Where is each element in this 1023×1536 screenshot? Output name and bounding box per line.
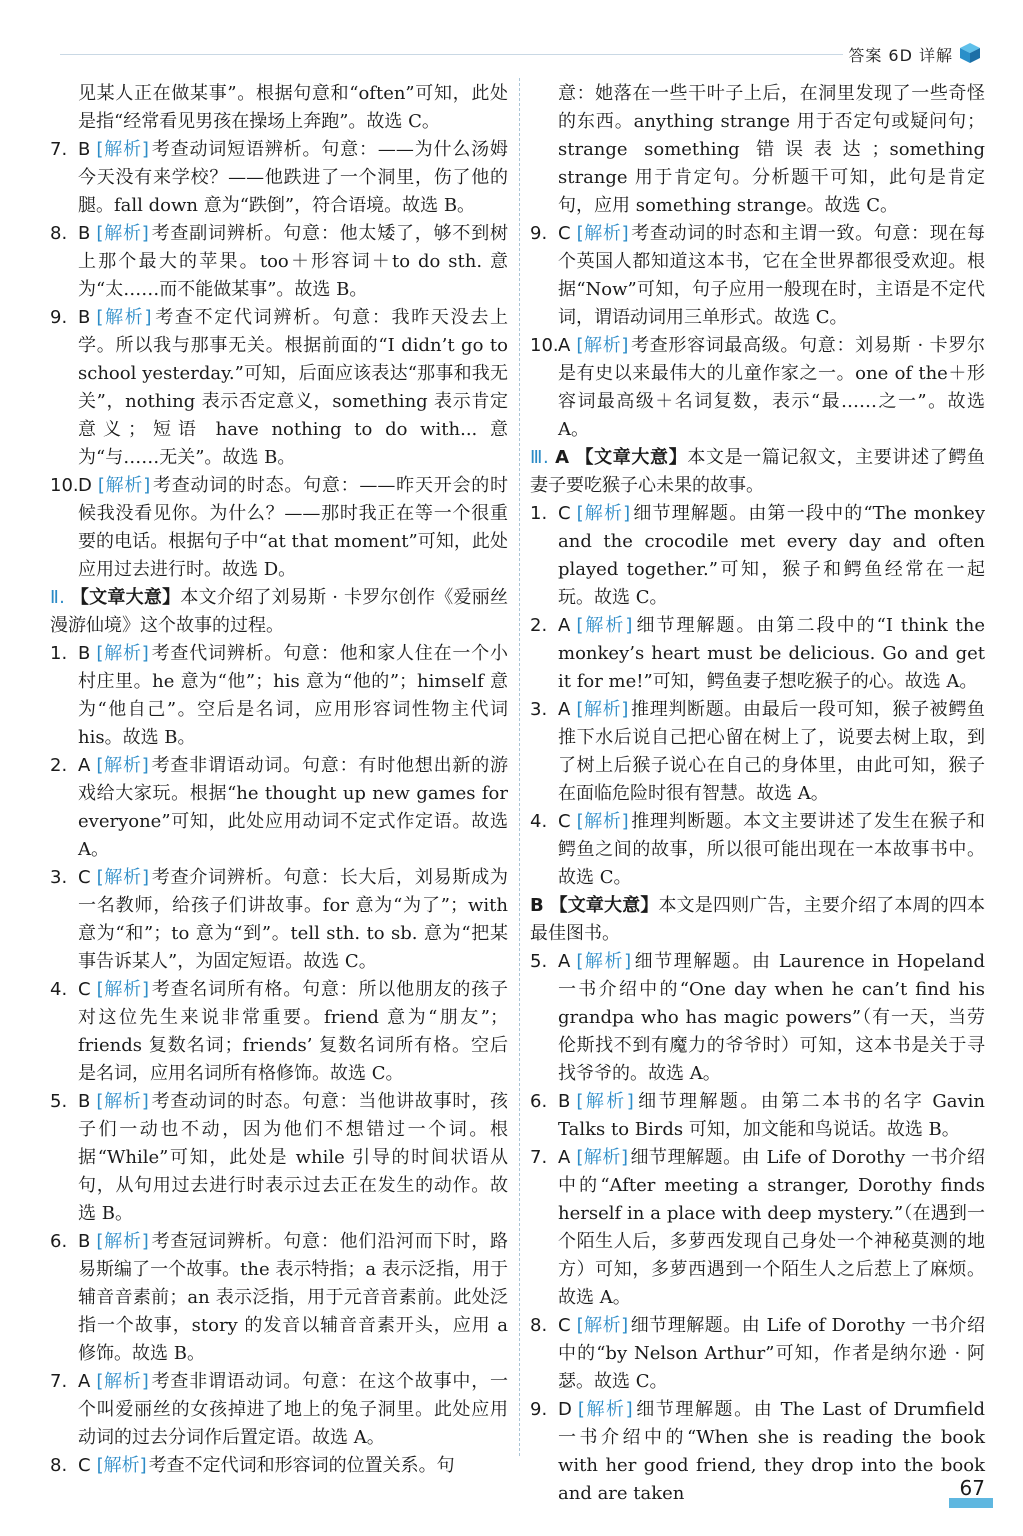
item-number: 1. bbox=[530, 503, 548, 524]
item-number: 8. bbox=[530, 1315, 548, 1336]
answer-item bbox=[530, 1088, 985, 1144]
section-text: 本文介绍了刘易斯 · 卡罗尔创作《爱丽丝漫游仙境》这个故事的过程。 bbox=[50, 587, 508, 636]
analysis-tag: [ 解析 ] bbox=[576, 1147, 628, 1168]
answer-item bbox=[530, 220, 985, 332]
answer-item bbox=[50, 864, 508, 976]
answer-letter: B bbox=[78, 1091, 91, 1112]
analysis-tag: [ 解析 ] bbox=[96, 1091, 148, 1112]
answer-letter: B bbox=[78, 307, 91, 328]
section-title: 【文章大意】 bbox=[575, 447, 688, 468]
item-number: 6. bbox=[50, 1231, 68, 1252]
analysis-tag: [ 解析 ] bbox=[97, 867, 149, 888]
item-text: 考查动词的时态和主谓一致。句意：现在每个英国人都知道这本书，它在全世界都很受欢迎。根据“Now”可知，句子应用一般现在时，主语是不定代词，谓语动词用三单形式。故选 C。 bbox=[558, 223, 986, 328]
section-intro bbox=[530, 892, 985, 948]
item-number: 9. bbox=[530, 1399, 548, 1420]
answer-item bbox=[50, 304, 508, 472]
analysis-tag: [ 解析 ] bbox=[577, 503, 631, 524]
answer-letter: B bbox=[78, 223, 91, 244]
analysis-tag: [ 解析 ] bbox=[96, 755, 148, 776]
answer-letter: B bbox=[558, 1091, 571, 1112]
item-text: 考查代词辨析。句意：他和家人住在一个小村庄里。he 意为“他”；his 意为“他的”；himself 意为“他自己”。空后是名词，应用形容词性物主代词 his。故选 B。 bbox=[78, 643, 509, 748]
answer-item bbox=[530, 1144, 985, 1312]
answer-item bbox=[50, 640, 508, 752]
analysis-tag: [ 解析 ] bbox=[96, 1231, 148, 1252]
answer-item bbox=[530, 696, 985, 808]
analysis-tag: [ 解析 ] bbox=[577, 1315, 629, 1336]
answer-item bbox=[530, 332, 985, 444]
section-intro bbox=[50, 584, 508, 640]
answer-letter: B bbox=[78, 1231, 91, 1252]
answer-letter: D bbox=[558, 1399, 572, 1420]
item-text: 考查动词的时态。句意：当他讲故事时，孩子们一动也不动，因为他们不想错过一个词。根据“While”可知，此处是 while 引导的时间状语从句，从句用过去进行时表示过去正在发生的动作。故选 B。 bbox=[78, 1091, 509, 1224]
item-number: 7. bbox=[50, 1371, 68, 1392]
item-text: 考查介词辨析。句意：长大后，刘易斯成为一名教师，给孩子们讲故事。for 意为“为了”；with 意为“和”；to 意为“到”。tell sth. to sb. 意为“把某事告诉某人”，为固定短语。故选 C。 bbox=[78, 867, 509, 972]
analysis-tag: [ 解析 ] bbox=[576, 615, 632, 636]
section-part: B bbox=[530, 895, 544, 916]
answer-letter: D bbox=[78, 475, 92, 496]
answer-item bbox=[530, 500, 985, 612]
analysis-tag: [ 解析 ] bbox=[576, 699, 628, 720]
answer-item bbox=[50, 1228, 508, 1368]
item-text: 考查动词短语辨析。句意：——为什么汤姆今天没有来学校？——他跌进了一个洞里，伤了他的腿。fall down 意为“跌倒”，符合语境。故选 B。 bbox=[78, 139, 509, 216]
answer-item bbox=[50, 136, 508, 220]
answer-item bbox=[50, 1088, 508, 1228]
column-divider bbox=[519, 78, 520, 1456]
item-text: 考查名词所有格。句意：所以他朋友的孩子对这位先生来说非常重要。friend 意为“朋友”；friends 复数名词；friends’ 复数名词所有格。空后是名词，应用名词所有格修饰。故选 C。 bbox=[78, 979, 509, 1084]
answer-letter: C bbox=[78, 867, 91, 888]
answer-item bbox=[50, 80, 508, 136]
analysis-tag: [ 解析 ] bbox=[97, 979, 149, 1000]
answer-letter: A bbox=[78, 755, 91, 776]
section-number: Ⅲ. bbox=[530, 447, 549, 468]
answer-letter: C bbox=[78, 979, 91, 1000]
answer-letter: C bbox=[558, 223, 571, 244]
answer-item bbox=[50, 472, 508, 584]
item-text: 考查动词的时态。句意：——昨天开会的时候我没看见你。为什么？——那时我正在等一个很重要的电话。根据句子中“at that moment”可知，此处应用过去进行时。故选 D。 bbox=[78, 475, 509, 580]
analysis-tag: [ 解析 ] bbox=[96, 307, 151, 328]
answer-item bbox=[530, 948, 985, 1088]
item-number: 3. bbox=[530, 699, 548, 720]
item-number: 7. bbox=[530, 1147, 548, 1168]
item-number: 1. bbox=[50, 643, 68, 664]
item-number: 5. bbox=[50, 1091, 68, 1112]
answer-letter: A bbox=[558, 1147, 571, 1168]
answer-item bbox=[50, 1368, 508, 1452]
item-number: 7. bbox=[50, 139, 68, 160]
item-text: 见某人正在做某事”。根据句意和“often”可知，此处是指“经常看见男孩在操场上奔跑”。故选 C。 bbox=[78, 83, 508, 132]
item-text: 细节理解题。由 Life of Dorothy 一书介绍中的“by Nelson Arthur”可知，作者是纳尔逊 · 阿瑟。故选 C。 bbox=[558, 1315, 985, 1392]
item-number: 2. bbox=[530, 615, 548, 636]
section-text: 本文是四则广告，主要介绍了本周的四本最佳图书。 bbox=[530, 895, 985, 944]
item-text: 细节理解题。由第一段中的“The monkey and the crocodile met every day and often played together.”可知，猴子和鳄鱼经常在一起玩。故选 C。 bbox=[558, 503, 986, 608]
answer-item bbox=[50, 976, 508, 1088]
cube-logo-icon bbox=[959, 42, 981, 64]
answer-letter: A bbox=[558, 951, 571, 972]
item-text: 推理判断题。由最后一段可知，猴子被鳄鱼推下水后说自己把心留在树上了，说要去树上取，到了树上后猴子说心在自己的身体里，由此可知，猴子在面临危险时很有智慧。故选 A。 bbox=[558, 699, 986, 804]
answer-letter: B bbox=[78, 643, 91, 664]
item-text: 细节理解题。由 The Last of Drumfield 一书介绍中的“When she is reading the book with her good friend, they drop into the book and are taken bbox=[558, 1399, 985, 1504]
item-text: 考查形容词最高级。句意：刘易斯 · 卡罗尔是有史以来最伟大的儿童作家之一。one of the＋形容词最高级＋名词复数，表示“最……之一”。故选 A。 bbox=[558, 335, 985, 440]
item-number: 9. bbox=[530, 223, 548, 244]
item-number: 6. bbox=[530, 1091, 548, 1112]
section-intro bbox=[530, 444, 985, 500]
item-text: 考查非谓语动词。句意：在这个故事中，一个叫爱丽丝的女孩掉进了地上的兔子洞里。此处应用动词的过去分词作后置定语。故选 A。 bbox=[78, 1371, 509, 1448]
item-text: 细节理解题。由第二本书的名字 Gavin Talks to Birds 可知，加文能和鸟说话。故选 B。 bbox=[558, 1091, 986, 1140]
item-number: 8. bbox=[50, 223, 68, 244]
right-column bbox=[530, 80, 985, 1508]
item-text: 细节理解题。由第二段中的“I think the monkey’s heart must be delicious. Go and get it for me!”可知，鳄鱼妻子想吃猴子的心。故选 A。 bbox=[558, 615, 985, 692]
item-number: 3. bbox=[50, 867, 68, 888]
analysis-tag: [ 解析 ] bbox=[96, 643, 148, 664]
analysis-tag: [ 解析 ] bbox=[576, 951, 631, 972]
item-number: 4. bbox=[530, 811, 548, 832]
page-header bbox=[60, 40, 993, 70]
answer-letter: C bbox=[558, 811, 571, 832]
answer-letter: A bbox=[558, 615, 571, 636]
header-rule bbox=[60, 54, 843, 55]
answer-item bbox=[530, 1396, 985, 1508]
answer-item bbox=[50, 1452, 508, 1480]
answer-item bbox=[50, 220, 508, 304]
analysis-tag: [ 解析 ] bbox=[577, 223, 629, 244]
analysis-tag: [ 解析 ] bbox=[577, 811, 629, 832]
analysis-tag: [ 解析 ] bbox=[96, 223, 148, 244]
item-number: 4. bbox=[50, 979, 68, 1000]
analysis-tag: [ 解析 ] bbox=[578, 1399, 633, 1420]
item-number: 8. bbox=[50, 1455, 68, 1476]
analysis-tag: [ 解析 ] bbox=[576, 1091, 633, 1112]
header-label: 答案 6D 详解 bbox=[848, 46, 953, 65]
answer-letter: A bbox=[558, 699, 571, 720]
item-number: 2. bbox=[50, 755, 68, 776]
section-number: Ⅱ. bbox=[50, 587, 65, 608]
section-part: A bbox=[555, 447, 570, 468]
item-number: 10. bbox=[530, 335, 559, 356]
analysis-tag: [ 解析 ] bbox=[96, 139, 149, 160]
analysis-tag: [ 解析 ] bbox=[98, 475, 150, 496]
answer-letter: A bbox=[78, 1371, 91, 1392]
item-text: 考查不定代词辨析。句意：我昨天没去上学。所以我与那事无关。根据前面的“I didn’t go to school yesterday.”可知，后面应该表达“那事和我无关”，nothing 表示否定意义，something 表示肯定意义；短语 have nothing to do with... 意为“与……无关”。故选 B。 bbox=[78, 307, 509, 468]
analysis-tag: [ 解析 ] bbox=[97, 1455, 147, 1476]
answer-item bbox=[530, 80, 985, 220]
left-column bbox=[50, 80, 508, 1480]
answer-letter: C bbox=[558, 503, 571, 524]
answer-letter: C bbox=[78, 1455, 91, 1476]
item-text: 细节理解题。由 Life of Dorothy 一书介绍中的“After meeting a stranger, Dorothy finds herself in a place with deep mystery.”（在遇到一个陌生人后，多萝西发现自己身处一个神秘莫测的地方）可知，多萝西遇到一个陌生人之后惹上了麻烦。故选 A。 bbox=[558, 1147, 986, 1308]
item-number: 9. bbox=[50, 307, 68, 328]
answer-item bbox=[530, 1312, 985, 1396]
page-number: 67 bbox=[959, 1476, 985, 1500]
item-text: 考查副词辨析。句意：他太矮了，够不到树上那个最大的苹果。too＋形容词＋to do sth. 意为“太……而不能做某事”。故选 B。 bbox=[78, 223, 509, 300]
answer-letter: B bbox=[78, 139, 91, 160]
section-text: 本文是一篇记叙文，主要讲述了鳄鱼妻子要吃猴子心未果的故事。 bbox=[530, 447, 986, 496]
item-text: 推理判断题。本文主要讲述了发生在猴子和鳄鱼之间的故事，所以很可能出现在一本故事书中。故选 C。 bbox=[558, 811, 986, 888]
answer-item bbox=[530, 612, 985, 696]
answer-item bbox=[530, 808, 985, 892]
section-title: 【文章大意】 bbox=[549, 895, 659, 916]
answer-item bbox=[50, 752, 508, 864]
item-text: 考查冠词辨析。句意：他们沿河而下时，路易斯编了一个故事。the 表示特指；a 表示泛指，用于辅音音素前；an 表示泛指，用于元音音素前。此处泛指一个故事，story 的发音以辅音音素开头，应用 a 修饰。故选 B。 bbox=[78, 1231, 509, 1364]
item-text: 细节理解题。由 Laurence in Hopeland 一书介绍中的“One day when he can’t find his grandpa who has magic powers”（有一天，当劳伦斯找不到有魔力的爷爷时）可知，这本书是关于寻找爷爷的。故选 A。 bbox=[558, 951, 986, 1084]
analysis-tag: [ 解析 ] bbox=[576, 335, 628, 356]
answer-letter: C bbox=[558, 1315, 571, 1336]
item-number: 10. bbox=[50, 475, 79, 496]
item-text: 考查非谓语动词。句意：有时他想出新的游戏给大家玩。根据“he thought up new games for everyone”可知，此处应用动词不定式作定语。故选 A。 bbox=[78, 755, 509, 860]
section-title: 【文章大意】 bbox=[70, 587, 181, 608]
answer-letter: A bbox=[558, 335, 571, 356]
item-text: 考查不定代词和形容词的位置关系。句 bbox=[148, 1455, 455, 1476]
item-text: 意：她落在一些干叶子上后，在洞里发现了一些奇怪的东西。anything strange 用于否定句或疑问句；strange something 错误表达；something strange 用于肯定句。分析题干可知，此句是肯定句，应用 something strange。故选 C。 bbox=[558, 83, 985, 216]
analysis-tag: [ 解析 ] bbox=[96, 1371, 148, 1392]
item-number: 5. bbox=[530, 951, 548, 972]
